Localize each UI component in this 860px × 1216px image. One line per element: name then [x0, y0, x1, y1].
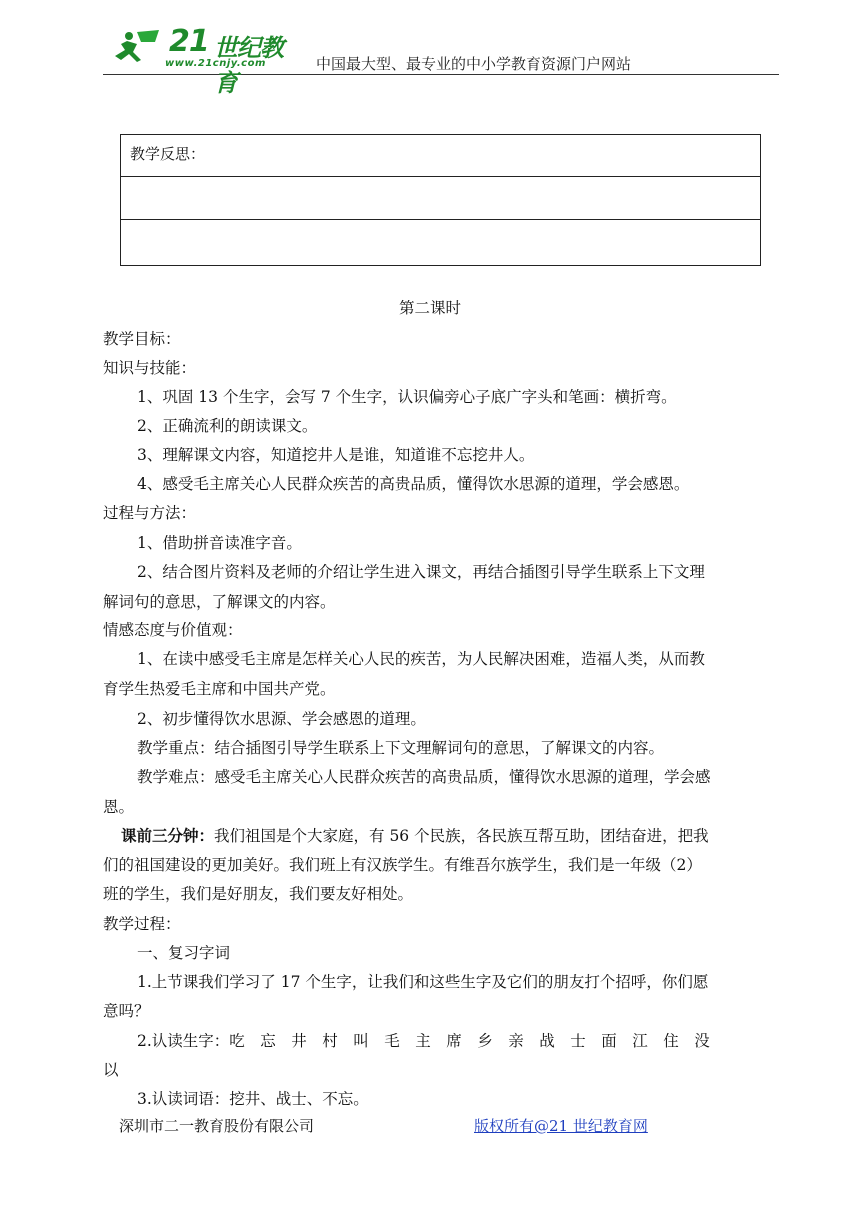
site-tagline: 中国最大型、最专业的中小学教育资源门户网站: [316, 55, 632, 73]
reflection-cell: [121, 220, 761, 266]
process-title: 教学过程：: [103, 915, 181, 933]
emotion-item: 1、在读中感受毛主席是怎样关心人民的疾苦，为人民解决困难，造福人类，从而教: [137, 650, 705, 668]
runner-icon: [107, 28, 169, 68]
reflection-table: [120, 134, 761, 266]
process-item: 1、借助拼音读准字音。: [137, 534, 302, 552]
reflection-cell: [121, 177, 761, 220]
logo-url: www.21cnjy.com: [165, 58, 266, 69]
logo-number: 21: [169, 24, 209, 59]
site-logo[interactable]: [103, 22, 303, 97]
pre-class-label: 课前三分钟：: [121, 826, 215, 845]
step-item: 1.上节课我们学习了 17 个生字，让我们和这些生字及它们的朋友打个招呼，你们愿: [137, 973, 709, 991]
process-heading: 过程与方法：: [103, 504, 197, 522]
step-item: 3.认读词语：挖井、战士、不忘。: [137, 1090, 369, 1108]
process-item-cont: 解词句的意思，了解课文的内容。: [103, 593, 336, 611]
process-item: 2、结合图片资料及老师的介绍让学生进入课文，再结合插图引导学生联系上下文理: [137, 563, 705, 581]
emotion-item-cont: 育学生热爱毛主席和中国共产党。: [103, 680, 336, 698]
table-row: [121, 220, 761, 266]
step-item: 2.认读生字：吃 忘 井 村 叫 毛 主 席 乡 亲 战 士 面 江 住 没: [137, 1032, 710, 1050]
knowledge-item: 1、巩固 13 个生字，会写 7 个生字，认识偏旁心子底广字头和笔画：横折弯。: [137, 388, 677, 406]
goals-heading: 教学目标：: [103, 330, 181, 348]
page-header: [103, 22, 779, 97]
lesson-title: 第二课时: [398, 299, 461, 317]
difficult-point: 教学难点：感受毛主席关心人民群众疾苦的高贵品质，懂得饮水思源的道理，学会感: [137, 768, 711, 786]
pre-class-line: 班的学生，我们是好朋友，我们要友好相处。: [103, 885, 414, 903]
knowledge-item: 4、感受毛主席关心人民群众疾苦的高贵品质，懂得饮水思源的道理，学会感恩。: [137, 475, 690, 493]
difficult-point-cont: 恩。: [103, 798, 135, 816]
knowledge-item: 2、正确流利的朗读课文。: [137, 417, 318, 435]
table-row: [121, 135, 761, 177]
footer-company: 深圳市二一教育股份有限公司: [119, 1117, 315, 1135]
reflection-label: 教学反思：: [121, 135, 761, 177]
logo-name: 世纪教育: [214, 34, 283, 97]
table-row: [121, 177, 761, 220]
emotion-heading: 情感态度与价值观：: [103, 621, 243, 639]
footer-copyright-link[interactable]: 版权所有@21 世纪教育网: [474, 1117, 648, 1135]
review-heading: 一、复习字词: [137, 944, 231, 962]
pre-class-text: 我们祖国是个大家庭，有 56 个民族，各民族互帮互助，团结奋进，把我: [214, 827, 709, 845]
step-item-cont: 意吗？: [103, 1002, 150, 1020]
knowledge-item: 3、理解课文内容，知道挖井人是谁，知道谁不忘挖井人。: [137, 446, 535, 464]
key-point: 教学重点：结合插图引导学生联系上下文理解词句的意思，了解课文的内容。: [137, 739, 665, 757]
pre-class-line: 们的祖国建设的更加美好。我们班上有汉族学生。有维吾尔族学生，我们是一年级（2）: [103, 856, 702, 874]
step-item-cont: 以: [103, 1061, 119, 1079]
knowledge-heading: 知识与技能：: [103, 359, 197, 377]
pre-class-paragraph: [121, 826, 709, 846]
emotion-item: 2、初步懂得饮水思源、学会感恩的道理。: [137, 710, 426, 728]
